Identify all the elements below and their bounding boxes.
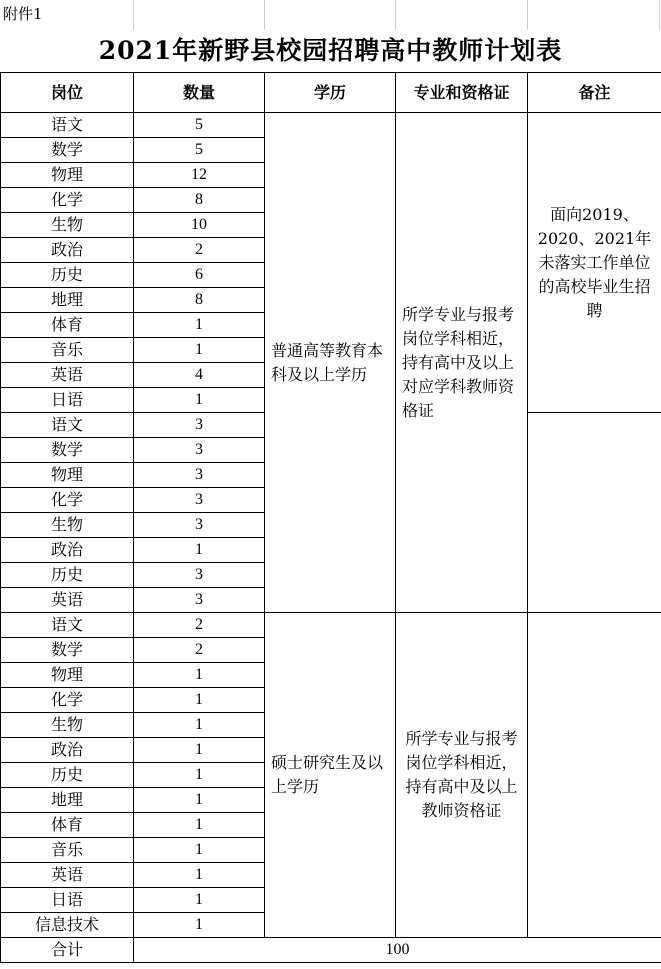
position-cell: 日语: [1, 388, 134, 413]
count-cell: 1: [134, 313, 265, 338]
position-cell: 生物: [1, 213, 134, 238]
count-cell: 10: [134, 213, 265, 238]
count-cell: 1: [134, 338, 265, 363]
count-cell: 3: [134, 413, 265, 438]
count-cell: 2: [134, 638, 265, 663]
position-cell: 英语: [1, 863, 134, 888]
count-cell: 2: [134, 238, 265, 263]
top-gridlines: [0, 0, 661, 30]
table-row: [1, 613, 661, 638]
education-cell: 硕士研究生及以上学历: [265, 613, 396, 938]
position-cell: 体育: [1, 313, 134, 338]
table-row: [1, 113, 661, 138]
education-cell: 普通高等教育本科及以上学历: [265, 113, 396, 613]
position-cell: 语文: [1, 413, 134, 438]
count-cell: 1: [134, 538, 265, 563]
position-cell: 信息技术: [1, 913, 134, 938]
count-cell: 2: [134, 613, 265, 638]
position-cell: 数学: [1, 438, 134, 463]
position-cell: 地理: [1, 288, 134, 313]
header-education: 学历: [265, 73, 396, 113]
count-cell: 1: [134, 863, 265, 888]
count-cell: 6: [134, 263, 265, 288]
count-cell: 1: [134, 688, 265, 713]
position-cell: 物理: [1, 663, 134, 688]
count-cell: 3: [134, 563, 265, 588]
count-cell: 1: [134, 838, 265, 863]
major-cell: 所学专业与报考岗位学科相近，持有高中及以上对应学科教师资格证: [396, 113, 528, 613]
count-cell: 3: [134, 488, 265, 513]
count-cell: 1: [134, 763, 265, 788]
count-cell: 1: [134, 888, 265, 913]
position-cell: 历史: [1, 263, 134, 288]
position-cell: 政治: [1, 538, 134, 563]
count-cell: 3: [134, 588, 265, 613]
position-cell: 音乐: [1, 338, 134, 363]
header-position: 岗位: [1, 73, 134, 113]
position-cell: 化学: [1, 188, 134, 213]
count-cell: 1: [134, 663, 265, 688]
position-cell: 生物: [1, 713, 134, 738]
position-cell: 英语: [1, 363, 134, 388]
position-cell: 历史: [1, 563, 134, 588]
total-value: 100: [134, 938, 661, 963]
attachment-label: 附件1: [3, 5, 43, 23]
position-cell: 化学: [1, 688, 134, 713]
position-cell: 政治: [1, 238, 134, 263]
position-cell: 历史: [1, 763, 134, 788]
header-major: 专业和资格证: [396, 73, 528, 113]
count-cell: 3: [134, 513, 265, 538]
count-cell: 1: [134, 388, 265, 413]
count-cell: 8: [134, 188, 265, 213]
position-cell: 数学: [1, 138, 134, 163]
position-cell: 日语: [1, 888, 134, 913]
position-cell: 化学: [1, 488, 134, 513]
header-row: [1, 73, 661, 113]
page-title: 2021年新野县校园招聘高中教师计划表: [98, 36, 563, 65]
count-cell: 1: [134, 813, 265, 838]
count-cell: 1: [134, 713, 265, 738]
position-cell: 生物: [1, 513, 134, 538]
total-label: 合计: [1, 938, 134, 963]
count-cell: 4: [134, 363, 265, 388]
count-cell: 1: [134, 788, 265, 813]
position-cell: 数学: [1, 638, 134, 663]
position-cell: 语文: [1, 613, 134, 638]
position-cell: 体育: [1, 813, 134, 838]
count-cell: 3: [134, 463, 265, 488]
header-count: 数量: [134, 73, 265, 113]
total-row: [1, 938, 661, 963]
count-cell: 3: [134, 438, 265, 463]
position-cell: 物理: [1, 163, 134, 188]
recruitment-table: [0, 72, 661, 963]
major-cell: 所学专业与报考岗位学科相近，持有高中及以上教师资格证: [396, 613, 528, 938]
count-cell: 5: [134, 138, 265, 163]
header-notes: 备注: [528, 73, 661, 113]
notes-cell-empty: [528, 413, 661, 613]
position-cell: 语文: [1, 113, 134, 138]
position-cell: 英语: [1, 588, 134, 613]
position-cell: 音乐: [1, 838, 134, 863]
count-cell: 1: [134, 738, 265, 763]
notes-cell: [528, 613, 661, 938]
count-cell: 8: [134, 288, 265, 313]
notes-cell: 面向2019、2020、2021年未落实工作单位的高校毕业生招聘: [528, 113, 661, 413]
count-cell: 12: [134, 163, 265, 188]
count-cell: 1: [134, 913, 265, 938]
position-cell: 地理: [1, 788, 134, 813]
count-cell: 5: [134, 113, 265, 138]
position-cell: 政治: [1, 738, 134, 763]
position-cell: 物理: [1, 463, 134, 488]
